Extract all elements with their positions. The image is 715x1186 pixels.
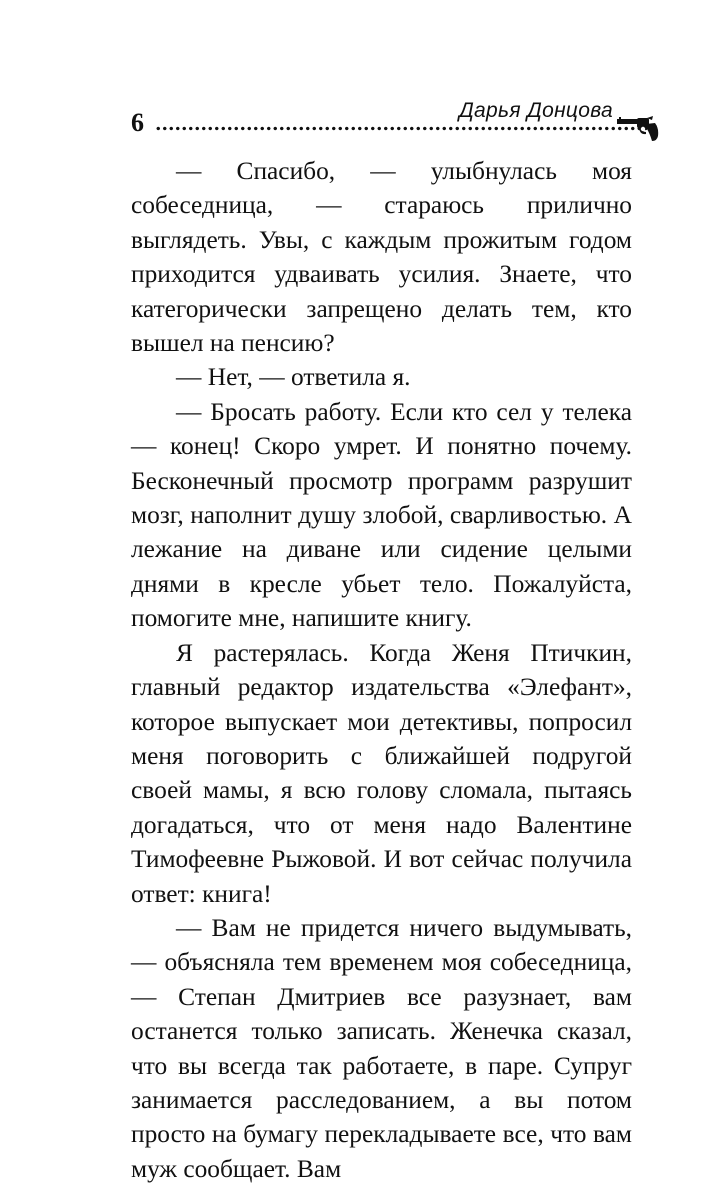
dot-leader — [155, 126, 649, 131]
paragraph: — Бросать работу. Если кто сел у телека — конец! Скоро умрет. И понятно почему. Бесконечный просмотр программ разрушит мозг, наполнит душу злобой, сварливостью. А лежание на диване или сидение целыми днями в кресле убьет тело. Пожалуйста, помогите мне, напишите книгу. — [131, 397, 632, 633]
revolver-icon — [617, 116, 661, 142]
paragraph: — Нет, — ответила я. — [176, 363, 411, 392]
author-name: Дарья Донцова — [458, 99, 613, 122]
paragraph: — Вам не придется ничего выдумывать, — объясняла тем временем моя собеседница, — Степан Дмитриев все разузнает, вам останется только записать. Женечка сказал, что вы всегда так работаете, в паре. Супруг занимается расследованием, а вы потом просто на бумагу перекладываете все, что вам муж сообщает. Вам — [131, 913, 632, 1183]
running-head — [131, 100, 661, 140]
page-number: 6 — [131, 108, 144, 137]
body-text — [131, 154, 632, 1186]
paragraph: — Спасибо, — улыбнулась моя собеседница, — стараюсь прилично выглядеть. Увы, с каждым прожитым годом приходится удваивать усилия. Знаете, что категорически запрещено делать тем, кто вышел на пенсию? — [131, 157, 632, 358]
paragraph: Я растерялась. Когда Женя Птичкин, главный редактор издательства «Элефант», которое выпускает мои детективы, попросил меня поговорить с ближайшей подругой своей мамы, я всю голову сломала, пытаясь догадаться, что от меня надо Валентине Тимофеевне Рыжовой. И вот сейчас получила ответ: книга! — [131, 638, 632, 908]
